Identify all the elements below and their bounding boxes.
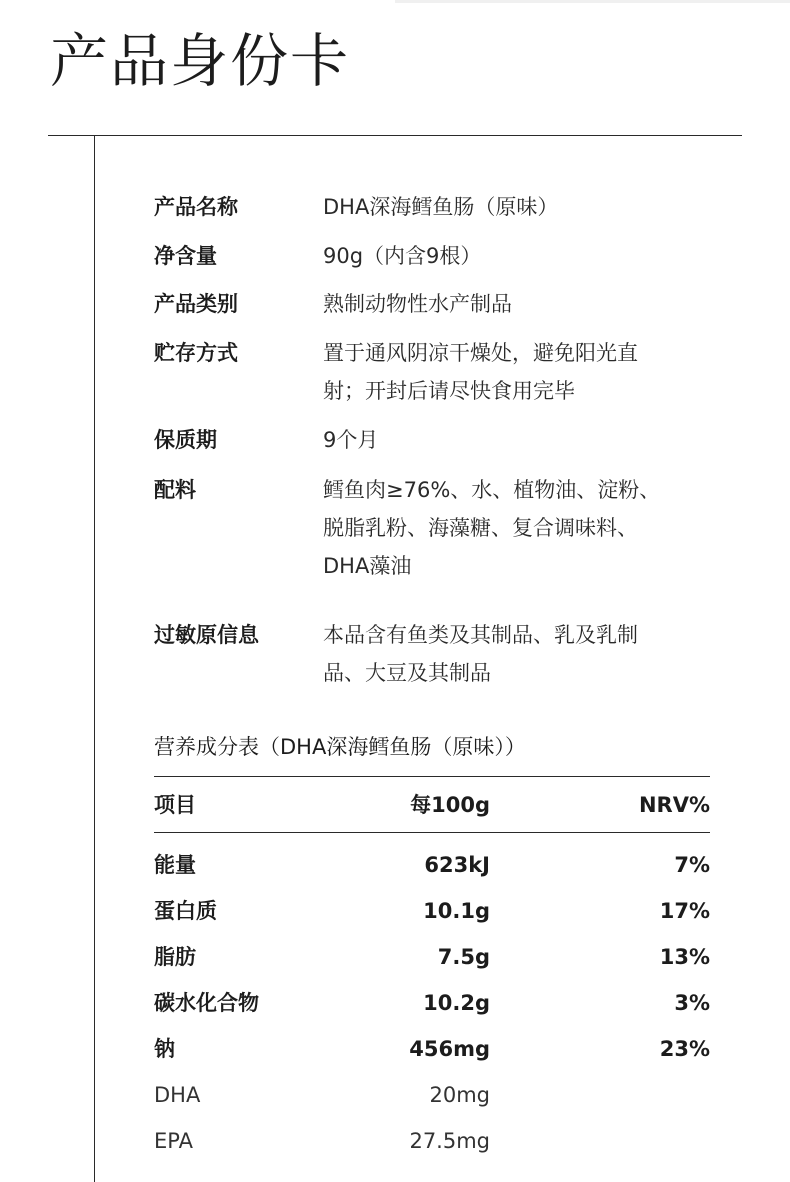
info-value [323, 334, 703, 410]
info-label: 贮存方式 [154, 341, 238, 365]
table-row [154, 892, 710, 930]
info-value [323, 616, 703, 692]
row-per100g: 10.1g [423, 899, 490, 923]
header-nrv: NRV% [638, 793, 710, 817]
info-value-line: 脱脂乳粉、海藻糖、复合调味料、 [323, 516, 638, 540]
row-item: DHA [154, 1083, 201, 1107]
info-value-line: 本品含有鱼类及其制品、乳及乳制 [323, 623, 638, 647]
info-value-line: 品、大豆及其制品 [323, 661, 491, 685]
row-nrv: 3% [674, 991, 710, 1015]
top-edge-bar [395, 0, 790, 3]
row-per100g: 27.5mg [409, 1129, 490, 1153]
row-per100g: 456mg [409, 1037, 490, 1061]
info-value-line: 9个月 [323, 428, 379, 452]
header-per100g: 每100g [410, 793, 490, 817]
left-vertical-rule [94, 135, 95, 1182]
info-label: 净含量 [154, 244, 217, 268]
table-row [154, 846, 710, 884]
info-label: 保质期 [154, 428, 217, 452]
info-value-line: DHA深海鳕鱼肠（原味） [323, 195, 559, 219]
row-per100g: 20mg [429, 1083, 490, 1107]
row-item: 碳水化合物 [154, 991, 259, 1015]
page-title: 产品身份卡 [50, 27, 351, 95]
table-row [154, 1122, 710, 1160]
row-nrv: 13% [659, 945, 710, 969]
row-item: 蛋白质 [154, 899, 217, 923]
info-label: 配料 [154, 478, 196, 502]
info-value-line: DHA藻油 [323, 554, 412, 578]
row-per100g: 7.5g [437, 945, 490, 969]
row-item: 能量 [154, 853, 196, 877]
row-item: EPA [154, 1129, 193, 1153]
info-value [323, 188, 703, 226]
row-per100g: 10.2g [423, 991, 490, 1015]
info-value-line: 置于通风阴凉干燥处，避免阳光直 [323, 341, 638, 365]
header-item: 项目 [154, 793, 196, 817]
info-value-line: 射；开封后请尽快食用完毕 [323, 379, 575, 403]
row-per100g: 623kJ [424, 853, 490, 877]
table-top-divider [154, 776, 710, 777]
row-nrv: 7% [674, 853, 710, 877]
table-row [154, 1076, 710, 1114]
row-item: 脂肪 [154, 945, 196, 969]
row-item: 钠 [154, 1037, 175, 1061]
table-row [154, 984, 710, 1022]
row-nrv: 17% [659, 899, 710, 923]
info-label: 产品类别 [154, 292, 238, 316]
info-value-line: 90g（内含9根） [323, 244, 482, 268]
info-value-line: 熟制动物性水产制品 [323, 292, 512, 316]
info-value [323, 285, 703, 323]
info-value [323, 237, 703, 275]
nutrition-table-title: 营养成分表（DHA深海鳕鱼肠（原味）） [154, 735, 526, 759]
info-label: 过敏原信息 [154, 623, 259, 647]
info-value [323, 471, 703, 585]
table-row [154, 1030, 710, 1068]
row-nrv: 23% [659, 1037, 710, 1061]
header-divider [48, 135, 742, 136]
table-header-row [154, 786, 710, 824]
table-header-divider [154, 832, 710, 833]
table-row [154, 938, 710, 976]
info-value-line: 鳕鱼肉≥76%、水、植物油、淀粉、 [323, 478, 661, 502]
info-value [323, 421, 703, 459]
info-label: 产品名称 [154, 195, 238, 219]
